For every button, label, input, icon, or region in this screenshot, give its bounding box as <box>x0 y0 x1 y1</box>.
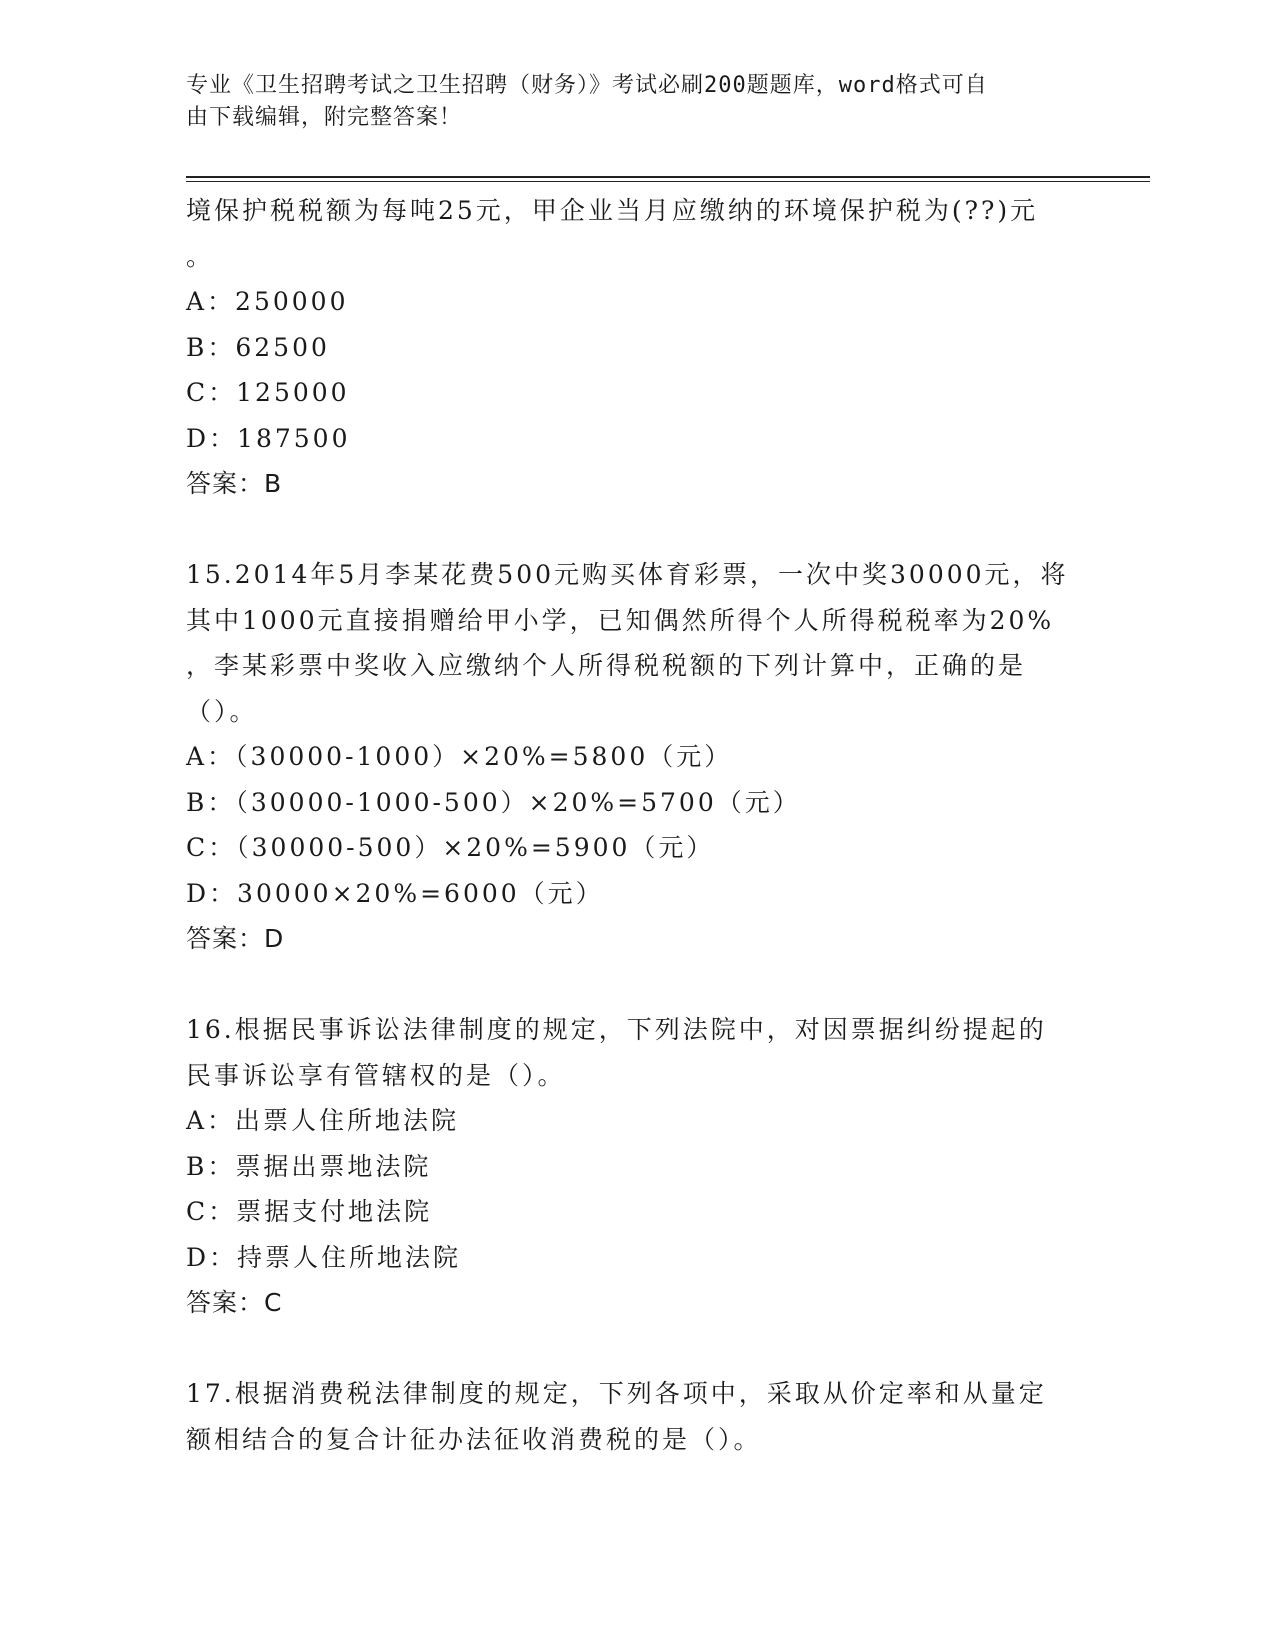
question-stem-line: 其中1000元直接捐赠给甲小学，已知偶然所得个人所得税税率为20% <box>186 605 1055 635</box>
option-d: D：30000×20%=6000（元） <box>186 878 604 908</box>
question-stem-line: 15.2014年5月李某花费500元购买体育彩票，一次中奖30000元，将 <box>186 560 1069 589</box>
header-line-2: 由下载编辑，附完整答案！ <box>186 105 463 130</box>
option-d: D：187500 <box>186 423 351 453</box>
header-rule-thin <box>186 181 1150 182</box>
option-b: B：（30000-1000-500）×20%=5700（元） <box>186 787 801 817</box>
answer-line: 答案：D <box>186 924 285 953</box>
document-body <box>186 188 1086 1462</box>
question-stem-line: （）。 <box>186 696 258 726</box>
option-a: A：出票人住所地法院 <box>186 1106 460 1135</box>
option-b: B：票据出票地法院 <box>186 1151 432 1181</box>
answer-line: 答案：C <box>186 1288 283 1317</box>
page-header <box>186 70 1066 134</box>
question-stem-line: ，李某彩票中奖收入应缴纳个人所得税税额的下列计算中，正确的是 <box>186 651 1027 680</box>
question-stem-line: 境保护税税额为每吨25元，甲企业当月应缴纳的环境保护税为(??)元 <box>186 196 1039 225</box>
question-16 <box>186 1007 1086 1326</box>
option-a: A：250000 <box>186 287 349 316</box>
spacer <box>186 1326 1086 1372</box>
question-stem-line: 17.根据消费税法律制度的规定，下列各项中，采取从价定率和从量定 <box>186 1379 1047 1408</box>
question-stem-line: 额相结合的复合计征办法征收消费税的是（）。 <box>186 1424 762 1454</box>
question-stem-line: 16.根据民事诉讼法律制度的规定，下列法院中，对因票据纠纷提起的 <box>186 1015 1047 1044</box>
option-a: A：（30000-1000）×20%=5800（元） <box>186 742 733 771</box>
spacer <box>186 962 1086 1008</box>
option-c: C：（30000-500）×20%=5900（元） <box>186 833 715 862</box>
question-15 <box>186 552 1086 962</box>
answer-line: 答案：B <box>186 469 283 498</box>
option-b: B：62500 <box>186 332 330 362</box>
question-14 <box>186 188 1086 507</box>
question-stem-line: 民事诉讼享有管辖权的是（）。 <box>186 1060 566 1090</box>
option-c: C：125000 <box>186 378 350 407</box>
option-d: D：持票人住所地法院 <box>186 1242 462 1272</box>
question-17 <box>186 1371 1086 1462</box>
header-line-1: 专业《卫生招聘考试之卫生招聘（财务）》考试必刷200题题库，word格式可自 <box>186 73 988 98</box>
option-c: C：票据支付地法院 <box>186 1197 433 1226</box>
question-stem-line: 。 <box>186 241 215 271</box>
spacer <box>186 507 1086 553</box>
header-rule-thick <box>186 176 1150 178</box>
